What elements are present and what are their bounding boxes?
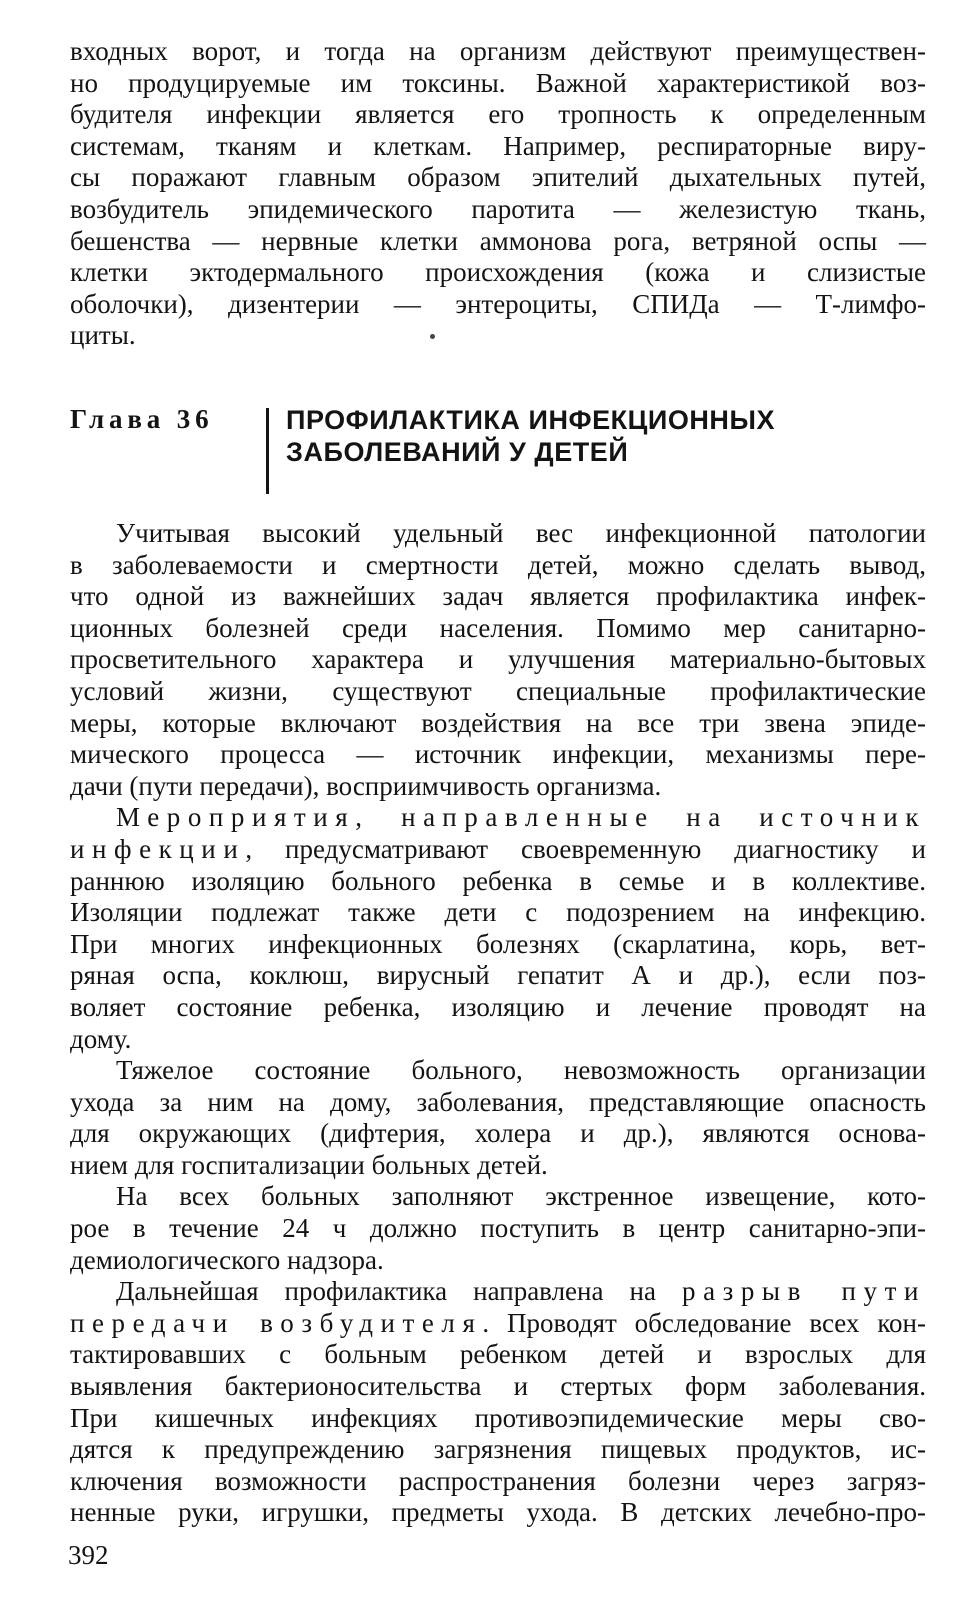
text-line: клетки эктодермального происхождения (кожа и слизистые (70, 257, 926, 288)
text-line: меры, которые включают воздействия на все три звена эпиде- (70, 707, 926, 738)
text-run: . Проводят обследование всех кон- (482, 1307, 926, 1338)
text-line (70, 1276, 926, 1308)
text-line: циты. (70, 320, 136, 351)
spaced-emphasis: передачи возбудителя (70, 1307, 483, 1338)
text-line: системам, тканям и клеткам. Например, респираторные виру- (70, 130, 926, 161)
text-line: сы поражают главным образом эпителий дыхательных путей, (70, 162, 926, 193)
text-line: бешенства — нервные клетки аммонова рога, ветряной оспы — (70, 225, 926, 256)
text-line: что одной из важнейших задач является профилактика инфек- (70, 581, 926, 612)
spaced-emphasis: инфекции (70, 833, 246, 864)
text-line: в заболеваемости и смертности детей, можно сделать вывод, (70, 549, 926, 580)
chapter-title-line: ЗАБОЛЕВАНИЙ У ДЕТЕЙ (286, 437, 629, 467)
text-line: При кишечных инфекциях противоэпидемические меры сво- (70, 1402, 926, 1433)
text-line: На всех больных заполняют экстренное извещение, кото- (116, 1181, 926, 1212)
intro-paragraph (70, 36, 926, 352)
text-run: Дальнейшая профилактика направлена на (116, 1276, 683, 1307)
text-line: но продуцируемые им токсины. Важной характеристикой воз- (70, 67, 926, 98)
chapter-title (286, 404, 775, 468)
text-line: дачи (пути передачи), восприимчивость организма. (70, 770, 662, 801)
text-line: условий жизни, существуют специальные профилактические (70, 675, 926, 706)
text-line: нием для госпитализации больных детей. (70, 1149, 548, 1180)
chapter-body (70, 518, 926, 1529)
text-run: , предусматривают своевременную диагностику и (245, 833, 926, 864)
text-line (70, 834, 926, 866)
text-line: дятся к предупреждению загрязнения пищевых продуктов, ис- (70, 1434, 926, 1465)
chapter-divider (266, 408, 269, 494)
paragraph (70, 1276, 926, 1529)
text-line: дому. (70, 1023, 132, 1054)
text-line: оболочки), дизентерии — энтероциты, СПИДа — Т-лимфо- (70, 288, 926, 319)
spaced-emphasis: Мероприятия, направленные на источник (116, 802, 926, 833)
text-line: ненные руки, игрушки, предметы ухода. В детских лечебно-про- (70, 1497, 926, 1528)
page-number: 392 (68, 1540, 109, 1570)
text-line (70, 1308, 926, 1340)
text-line: раннюю изоляцию больного ребенка в семье и в коллективе. (70, 865, 926, 896)
text-line: воляет состояние ребенка, изоляцию и лечение проводят на (70, 991, 926, 1022)
text-line: ухода за ним на дому, заболевания, представляющие опасность (70, 1086, 926, 1117)
chapter-title-line: ПРОФИЛАКТИКА ИНФЕКЦИОННЫХ (286, 405, 775, 435)
text-line: выявления бактерионосительства и стертых форм заболевания. (70, 1371, 926, 1402)
text-line: для окружающих (дифтерия, холера и др.), являются основа- (70, 1118, 926, 1149)
text-line: рое в течение 24 ч должно поступить в центр санитарно-эпи- (70, 1213, 926, 1244)
text-line: мического процесса — источник инфекции, механизмы пере- (70, 739, 926, 770)
text-line: демиологического надзора. (70, 1244, 384, 1275)
chapter-label: Глава 36 (70, 404, 214, 434)
spaced-emphasis: разрыв пути (682, 1276, 926, 1307)
text-line: возбудитель эпидемического паротита — железистую ткань, (70, 193, 926, 224)
paragraph (70, 1181, 926, 1276)
text-line: входных ворот, и тогда на организм действуют преимуществен- (70, 36, 926, 66)
paragraph (70, 802, 926, 1055)
text-line: При многих инфекционных болезнях (скарлатина, корь, вет- (70, 928, 926, 959)
text-line: просветительного характера и улучшения материально-бытовых (70, 644, 926, 675)
paragraph (70, 518, 926, 802)
text-line: ключения возможности распространения болезни через загряз- (70, 1465, 926, 1496)
paragraph (70, 1055, 926, 1181)
text-line: ционных болезней среди населения. Помимо мер санитарно- (70, 612, 926, 643)
text-line: Изоляции подлежат также дети с подозрением на инфекцию. (70, 897, 926, 928)
text-line: Тяжелое состояние больного, невозможность организации (116, 1055, 926, 1086)
text-line: будителя инфекции является его тропность к определенным (70, 99, 926, 130)
print-speck (430, 334, 435, 339)
text-line: ряная оспа, коклюш, вирусный гепатит А и др.), если поз- (70, 960, 926, 991)
text-line: тактировавших с больным ребенком детей и взрослых для (70, 1339, 926, 1370)
chapter-heading (70, 402, 926, 494)
text-line: Учитывая высокий удельный вес инфекционной патологии (116, 518, 926, 548)
text-line (70, 802, 926, 834)
